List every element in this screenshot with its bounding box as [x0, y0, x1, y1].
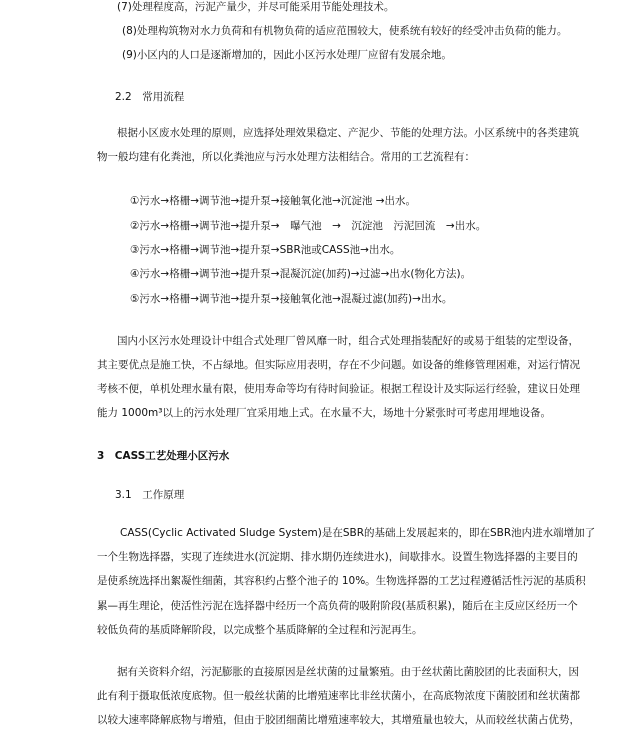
section-heading-3-1: 3.1 工作原理 — [115, 489, 185, 501]
process-item-3: ③污水→格栅→调节池→提升泵→SBR池或CASS池→出水。 — [130, 244, 401, 256]
process-item-5: ⑤污水→格栅→调节池→提升泵→接触氧化池→混凝过滤(加药)→出水。 — [130, 293, 453, 305]
section-heading-3: 3 CASS工艺处理小区污水 — [97, 450, 230, 462]
requirement-7: (7)处理程度高，污泥产量少，并尽可能采用节能处理技术。 — [117, 1, 395, 13]
paragraph-line: 国内小区污水处理设计中组合式处理厂曾风靡一时，组合式处理指装配好的或易于组装的定型设备， — [117, 335, 579, 347]
paragraph-line: 一个生物选择器，实现了连续进水(沉淀期、排水期仍连续进水)，间歇排水。设置生物选择器的主要目的 — [97, 551, 578, 563]
requirement-8: (8)处理构筑物对水力负荷和有机物负荷的适应范围较大，使系统有较好的经受冲击负荷的能力。 — [122, 25, 568, 37]
paragraph-line: 能力 1000m³以上的污水处理厂宜采用地上式。在水量不大，场地十分紧张时可考虑用埋地设备。 — [97, 407, 551, 419]
paragraph-line: 考核不便，单机处理水量有限，使用寿命等均有待时间验证。根据工程设计及实际运行经验，建议日处理 — [97, 383, 580, 395]
paragraph-line: 以较大速率降解底物与增殖，但由于胶团细菌比增殖速率较大，其增殖量也较大，从而较丝状菌占优势， — [97, 714, 580, 726]
process-item-1: ①污水→格栅→调节池→提升泵→接触氧化池→沉淀池 →出水。 — [130, 195, 417, 207]
paragraph-line: 根据小区废水处理的原则，应选择处理效果稳定、产泥少、节能的处理方法。小区系统中的各类建筑 — [117, 127, 579, 139]
process-item-2: ②污水→格栅→调节池→提升泵→ 曝气池 → 沉淀池 污泥回流 →出水。 — [130, 220, 487, 232]
process-item-4: ④污水→格栅→调节池→提升泵→混凝沉淀(加药)→过滤→出水(物化方法)。 — [130, 268, 472, 280]
paragraph-line: 较低负荷的基质降解阶段，以完成整个基质降解的全过程和污泥再生。 — [97, 624, 423, 636]
requirement-9: (9)小区内的人口是逐渐增加的，因此小区污水处理厂应留有发展余地。 — [122, 49, 452, 61]
paragraph-line: 其主要优点是施工快，不占绿地。但实际应用表明，存在不少问题。如设备的维修管理困难，对运行情况 — [97, 359, 580, 371]
paragraph-line: 是使系统选择出絮凝性细菌，其容积约占整个池子的 10%。生物选择器的工艺过程遵循活性污泥的基质积 — [97, 575, 586, 587]
paragraph-line: 累—再生理论，使活性污泥在选择器中经历一个高负荷的吸附阶段(基质积累)，随后在主反应区经历一个 — [97, 600, 578, 612]
section-heading-2-2: 2.2 常用流程 — [115, 91, 185, 103]
paragraph-line: CASS(Cyclic Activated Sludge System)是在SBR的基础上发展起来的，即在SBR池内进水端增加了 — [120, 527, 596, 539]
paragraph-line: 据有关资料介绍，污泥膨胀的直接原因是丝状菌的过量繁殖。由于丝状菌比菌胶团的比表面积大，因 — [117, 666, 579, 678]
paragraph-line: 物一般均建有化粪池，所以化粪池应与污水处理方法相结合。常用的工艺流程有： — [97, 151, 475, 163]
paragraph-line: 此有利于摄取低浓度底物。但一般丝状菌的比增殖速率比非丝状菌小，在高底物浓度下菌胶团和丝状菌都 — [97, 690, 580, 702]
